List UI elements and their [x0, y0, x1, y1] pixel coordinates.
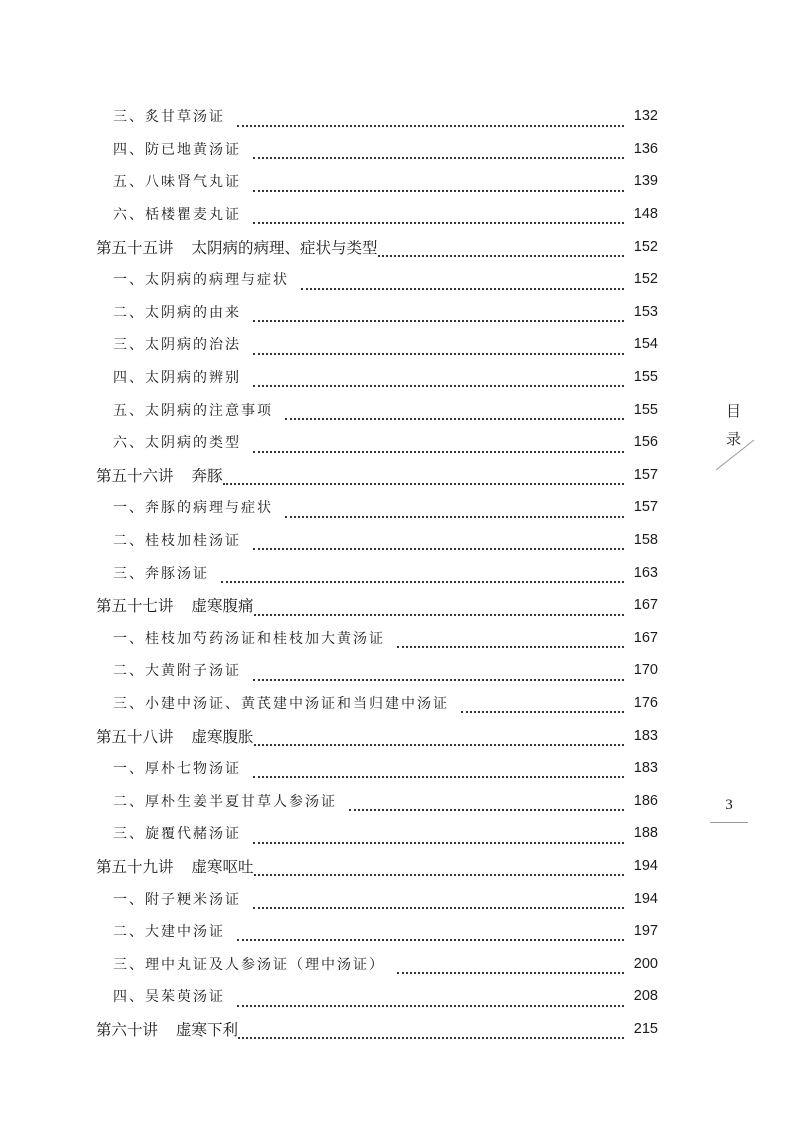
- toc-page-number: 167: [633, 597, 658, 614]
- toc-page-number: 157: [633, 466, 658, 483]
- toc-entry-title: 二、桂枝加桂汤证: [113, 533, 241, 550]
- lecture-number: 第五十九讲: [96, 857, 174, 876]
- dot-leader: [301, 276, 624, 290]
- toc-lecture-row[interactable]: [96, 719, 658, 752]
- toc-page-number: 188: [633, 825, 658, 842]
- toc-section-row[interactable]: [113, 947, 658, 980]
- dot-leader: [237, 927, 624, 941]
- dot-leader: [253, 536, 624, 550]
- toc-section-row[interactable]: [113, 882, 658, 915]
- toc-entry-title: 一、奔豚的病理与症状: [113, 500, 273, 517]
- dot-leader: [254, 602, 624, 616]
- toc-page-number: 152: [633, 271, 658, 288]
- toc-section-row[interactable]: [113, 752, 658, 785]
- toc-entry-title: [96, 464, 223, 486]
- dot-leader: [254, 862, 624, 876]
- dot-leader: [253, 764, 624, 778]
- dot-leader: [253, 895, 624, 909]
- dot-leader: [253, 667, 624, 681]
- toc-entry-title: 三、理中丸证及人参汤证（理中汤证）: [113, 956, 385, 973]
- toc-page-number: 132: [633, 108, 658, 125]
- toc-section-row[interactable]: [113, 980, 658, 1013]
- toc-page-number: 157: [633, 499, 658, 516]
- toc-entry-title: [96, 236, 378, 258]
- lecture-number: 第五十八讲: [96, 727, 174, 746]
- dot-leader: [253, 145, 624, 159]
- dot-leader: [237, 113, 624, 127]
- lecture-title: 虚寒腹胀: [191, 727, 254, 746]
- toc-entry-title: 四、太阴病的辨别: [113, 370, 241, 387]
- toc-lecture-row[interactable]: [96, 589, 658, 622]
- lecture-title: 太阴病的病理、症状与类型: [191, 238, 378, 257]
- dot-leader: [223, 471, 624, 485]
- toc-page-number: 148: [633, 206, 658, 223]
- lecture-number: 第六十讲: [96, 1020, 159, 1039]
- toc-page-number: 139: [633, 173, 658, 190]
- dot-leader: [253, 308, 624, 322]
- lecture-title: 虚寒下利: [176, 1020, 239, 1039]
- toc-section-row[interactable]: [113, 263, 658, 296]
- toc-entry-title: 五、八味肾气丸证: [113, 174, 241, 191]
- side-tab-char-2: 录: [726, 430, 742, 448]
- dot-leader: [253, 210, 624, 224]
- toc-page-number: 152: [633, 238, 658, 255]
- toc-entry-title: 一、太阴病的病理与症状: [113, 272, 289, 289]
- dot-leader: [253, 830, 624, 844]
- toc-section-row[interactable]: [113, 165, 658, 198]
- dot-leader: [397, 960, 624, 974]
- toc-page-number: 156: [633, 434, 658, 451]
- toc-page-number: 215: [633, 1020, 658, 1037]
- toc-page-number: 200: [633, 955, 658, 972]
- lecture-title: 虚寒腹痛: [191, 597, 254, 616]
- toc-page-number: 183: [633, 760, 658, 777]
- toc-page-number: 176: [633, 694, 658, 711]
- toc-entry-title: 二、太阴病的由来: [113, 304, 241, 321]
- toc-section-row[interactable]: [113, 133, 658, 166]
- toc-entry-title: 三、太阴病的治法: [113, 337, 241, 354]
- toc-page-number: 167: [633, 629, 658, 646]
- dot-leader: [253, 439, 624, 453]
- toc-entry-title: 一、桂枝加芍药汤证和桂枝加大黄汤证: [113, 630, 385, 647]
- dot-leader: [285, 406, 624, 420]
- toc-section-row[interactable]: [113, 817, 658, 850]
- toc-entry-title: 四、防已地黄汤证: [113, 141, 241, 158]
- toc-page-number: 194: [633, 890, 658, 907]
- toc-entry-title: 三、炙甘草汤证: [113, 109, 225, 126]
- toc-entry-title: 二、大建中汤证: [113, 924, 225, 941]
- toc-page-number: 163: [633, 564, 658, 581]
- toc-entry-title: 五、太阴病的注意事项: [113, 402, 273, 419]
- toc-page-number: 154: [633, 336, 658, 353]
- toc-page-number: 183: [633, 727, 658, 744]
- toc-page-number: 186: [633, 792, 658, 809]
- toc-entry-title: 六、栝楼瞿麦丸证: [113, 207, 241, 224]
- dot-leader: [237, 993, 624, 1007]
- toc-entry-title: 三、旋覆代赭汤证: [113, 826, 241, 843]
- table-of-contents: [0, 100, 800, 1045]
- toc-section-row[interactable]: [113, 687, 658, 720]
- toc-page-number: 136: [633, 140, 658, 157]
- toc-section-row[interactable]: [113, 915, 658, 948]
- lecture-title: 奔豚: [191, 466, 223, 485]
- dot-leader: [253, 373, 624, 387]
- page-number: 3: [725, 797, 733, 813]
- lecture-number: 第五十五讲: [96, 238, 174, 257]
- toc-section-row[interactable]: [113, 784, 658, 817]
- dot-leader: [238, 1025, 624, 1039]
- toc-page-number: 208: [633, 988, 658, 1005]
- toc-section-row[interactable]: [113, 100, 658, 133]
- toc-section-row[interactable]: [113, 622, 658, 655]
- toc-lecture-row[interactable]: [96, 850, 658, 883]
- toc-entry-title: 二、厚朴生姜半夏甘草人参汤证: [113, 793, 337, 810]
- toc-page-number: 197: [633, 923, 658, 940]
- toc-section-row[interactable]: [113, 198, 658, 231]
- page-number-rule: [710, 822, 748, 823]
- side-tab-char-1: 目: [726, 402, 742, 420]
- toc-section-row[interactable]: [113, 491, 658, 524]
- toc-entry-title: 一、厚朴七物汤证: [113, 761, 241, 778]
- contents-side-tab: [716, 395, 756, 475]
- side-tab-diagonal-rule: [716, 439, 756, 471]
- lecture-number: 第五十六讲: [96, 466, 174, 485]
- dot-leader: [285, 504, 624, 518]
- toc-section-row[interactable]: [113, 393, 658, 426]
- dot-leader: [397, 634, 624, 648]
- toc-section-row[interactable]: [113, 654, 658, 687]
- toc-entry-title: 二、大黄附子汤证: [113, 663, 241, 680]
- lecture-number: 第五十七讲: [96, 597, 174, 616]
- toc-entry-title: [96, 1018, 238, 1040]
- dot-leader: [254, 732, 624, 746]
- dot-leader: [221, 569, 624, 583]
- toc-section-row[interactable]: [113, 426, 658, 459]
- toc-page-number: 153: [633, 303, 658, 320]
- toc-page-number: 194: [633, 857, 658, 874]
- lecture-title: 虚寒呕吐: [191, 857, 254, 876]
- toc-page-number: 155: [633, 369, 658, 386]
- toc-page-number: 155: [633, 401, 658, 418]
- toc-page-number: 158: [633, 532, 658, 549]
- toc-lecture-row[interactable]: [96, 230, 658, 263]
- dot-leader: [253, 341, 624, 355]
- toc-lecture-row[interactable]: [96, 1013, 658, 1046]
- dot-leader: [461, 699, 624, 713]
- dot-leader: [378, 243, 624, 257]
- toc-entry-title: [96, 594, 254, 616]
- toc-entry-title: [96, 855, 254, 877]
- dot-leader: [349, 797, 624, 811]
- toc-entry-title: 三、小建中汤证、黄芪建中汤证和当归建中汤证: [113, 695, 449, 712]
- toc-section-row[interactable]: [113, 361, 658, 394]
- toc-entry-title: 四、吴茱萸汤证: [113, 989, 225, 1006]
- toc-section-row[interactable]: [113, 556, 658, 589]
- toc-section-row[interactable]: [113, 328, 658, 361]
- toc-entry-title: [96, 725, 254, 747]
- toc-section-row[interactable]: [113, 524, 658, 557]
- dot-leader: [253, 178, 624, 192]
- toc-entry-title: 一、附子粳米汤证: [113, 891, 241, 908]
- toc-section-row[interactable]: [113, 296, 658, 329]
- toc-entry-title: 三、奔豚汤证: [113, 565, 209, 582]
- toc-lecture-row[interactable]: [96, 459, 658, 492]
- toc-entry-title: 六、太阴病的类型: [113, 435, 241, 452]
- toc-page-number: 170: [633, 662, 658, 679]
